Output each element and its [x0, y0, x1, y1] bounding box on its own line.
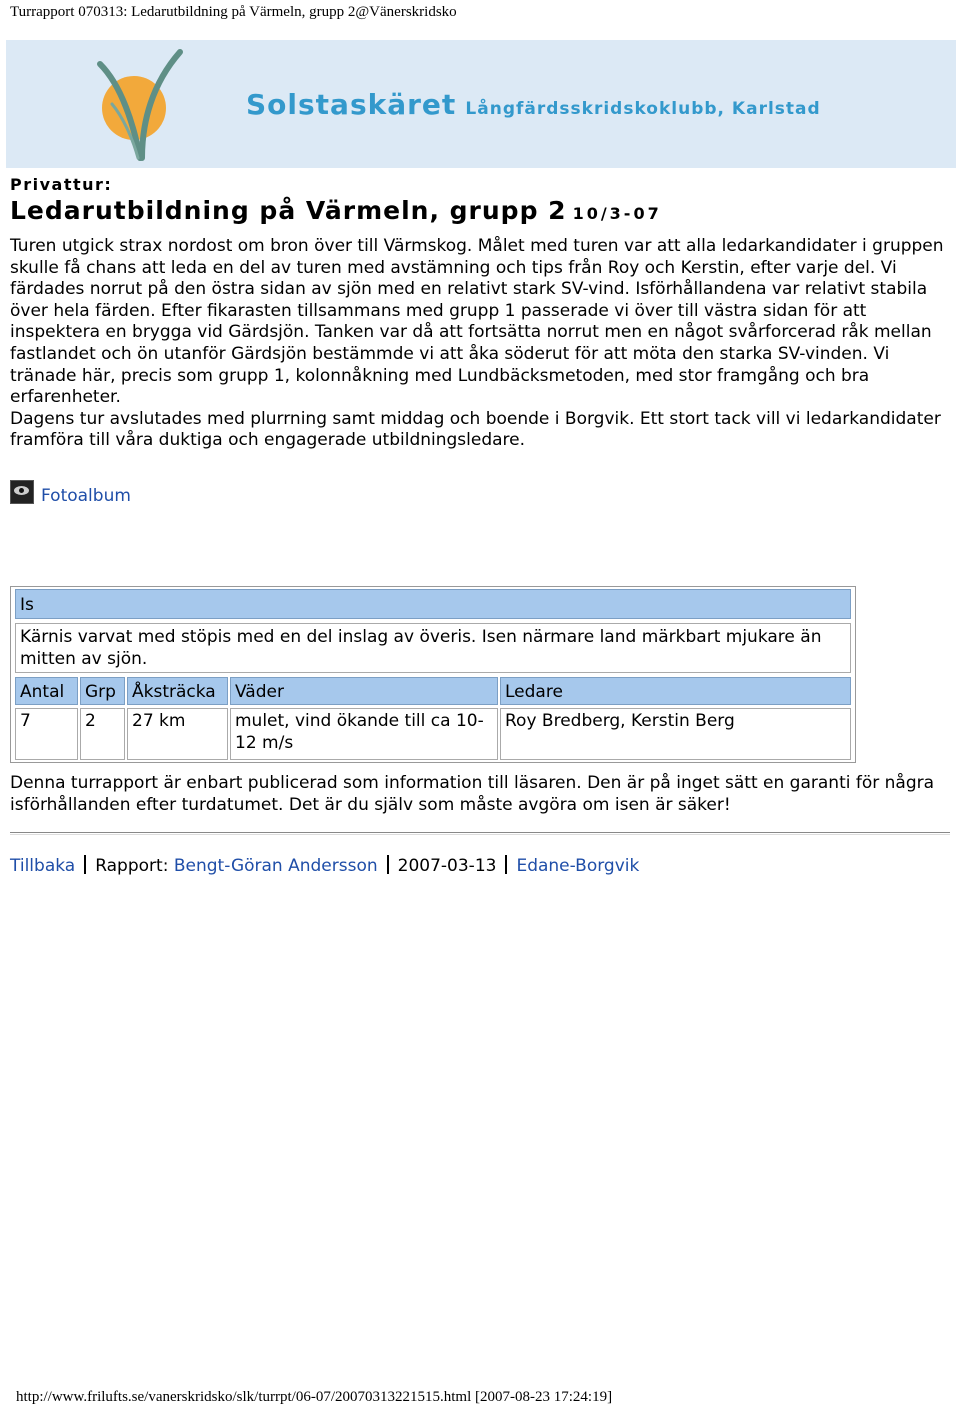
print-footer: http://www.frilufts.se/vanerskridsko/slk/turrpt/06-07/20070313221515.html [2007-08-23 17:24:19]: [16, 1389, 613, 1405]
report-label: Rapport:: [95, 856, 169, 876]
ice-conditions-table: [10, 586, 856, 763]
page-title: [10, 196, 662, 225]
report-date: 2007-03-13: [397, 856, 497, 876]
column-header-grp: Grp: [80, 677, 125, 705]
trip-kind: Privattur:: [10, 175, 113, 194]
separator: [387, 855, 389, 874]
footer-nav: [10, 855, 639, 876]
cell-ledare: Roy Bredberg, Kerstin Berg: [500, 708, 851, 760]
cell-aksträcka: 27 km: [127, 708, 228, 760]
trip-date: 10/3-07: [572, 204, 662, 223]
cell-grp: 2: [80, 708, 125, 760]
divider: [10, 832, 950, 835]
site-brand: [246, 88, 821, 121]
trip-title: Ledarutbildning på Värmeln, grupp 2: [10, 196, 567, 225]
disclaimer: Denna turrapport är enbart publicerad som information till läsaren. Den är på inget sätt en garanti för några isförhållanden efter turdatumet. Det är du själv som måste avgöra om isen är säker!: [10, 773, 935, 815]
column-header-ledare: Ledare: [500, 677, 851, 705]
photo-album-link[interactable]: Fotoalbum: [41, 486, 131, 506]
separator: [505, 855, 507, 874]
route-link[interactable]: Edane-Borgvik: [516, 856, 640, 876]
report-paragraph: Turen utgick strax nordost om bron över till Värmskog. Målet med turen var att alla ledarkandidater i gruppen skulle få chans att leda en del av turen med avstämning och tips från Roy och Kerstin, efter varje del. Vi färdades norrut på den östra sidan av sjön med en relativt stark SV-vind. Isförhållandena var relativt stabila över hela färden. Efter fikarasten tillsammans med grupp 1 passerade vi över till västra sidan för att inspektera en brygga vid Gärdsjön. Tanken var då att fortsätta norrut men en något svårforcerad råk mellan fastlandet och ön utanför Gärdsjön bestämmde vi att åka söderut för att möta den starka SV-vinden. Vi tränade här, precis som grupp 1, kolonnåkning med Lundbäcksmetoden, med stor framgång och bra erfarenheter.: [10, 236, 944, 408]
trip-report: [10, 236, 952, 452]
column-header-antal: Antal: [15, 677, 78, 705]
report-paragraph: Dagens tur avslutades med plurrning samt middag och boende i Borgvik. Ett stort tack vill vi ledarkandidater framföra till våra duktiga och engagerade utbildningsledare.: [10, 408, 941, 451]
site-name: Solstaskäret: [246, 88, 457, 121]
ice-heading: Is: [15, 589, 851, 619]
site-banner: [6, 40, 956, 168]
column-header-aksträcka: Åksträcka: [127, 677, 228, 705]
cell-antal: 7: [15, 708, 78, 760]
site-subtitle: Långfärdsskridskoklubb, Karlstad: [465, 99, 821, 119]
author-link[interactable]: Bengt-Göran Andersson: [173, 856, 378, 876]
back-link[interactable]: Tillbaka: [10, 856, 76, 876]
separator: [84, 855, 86, 874]
photo-album-link-row: [10, 486, 131, 506]
column-header-vader: Väder: [230, 677, 498, 705]
ice-description: Kärnis varvat med stöpis med en del inslag av överis. Isen närmare land märkbart mjukare än mitten av sjön.: [15, 623, 851, 673]
sun-and-reeds-logo-icon: [82, 46, 202, 162]
print-header: Turrapport 070313: Ledarutbildning på Värmeln, grupp 2@Vänerskridsko: [10, 4, 457, 20]
cell-vader: mulet, vind ökande till ca 10-12 m/s: [230, 708, 498, 760]
photo-eye-icon[interactable]: [10, 480, 34, 504]
